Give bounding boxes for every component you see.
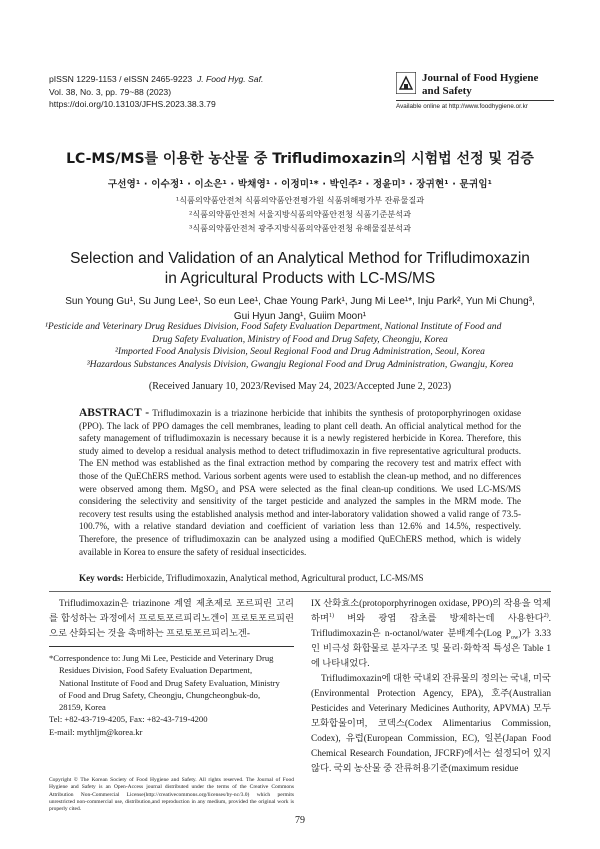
korean-affiliation-3: ³식품의약품안전처 광주지방식품의약품안전청 유해물질분석과 — [188, 223, 412, 233]
journal-name-line1: Journal of Food Hygiene — [422, 72, 539, 84]
p1-text-d: )가 3.33인 비극성 화합물로 분자구조 및 물리·화학적 특성은 Table 1에 나타내었다. — [311, 629, 552, 669]
abstract-label: ABSTRACT - — [79, 407, 150, 419]
english-affiliation-2: ²Imported Food Analysis Division, Seoul Regional Food and Drug Administration, Seoul, Korea — [115, 346, 485, 358]
journal-name — [422, 72, 556, 98]
p1-text-a: IX 산화효소(protoporphyrinogen oxidase, PPO)의 작용을 억제하며 — [311, 599, 551, 624]
doi-link[interactable]: https://doi.org/10.13103/JFHS.2023.38.3.79 — [49, 99, 216, 110]
issn-line — [49, 73, 263, 86]
journal-logo-rule — [396, 100, 554, 101]
keywords — [79, 573, 521, 583]
korean-title: LC-MS/MS를 이용한 농산물 중 Trifludimoxazin의 시험법 선정 및 검증 — [66, 151, 534, 167]
english-affiliations — [45, 321, 555, 371]
abstract-text: Trifludimoxazin is a triazinone herbicide that inhibits the synthesis of protoporphyrinogen oxidase (PPO). The lack of PPO damages the cell membranes, leading to plant cell death. An official analytical method for the safety management of trifludimoxazin is necessary because it is a newly registered herbicide in Korea. Therefore, this study aimed to develop a residual analysis method to detect trifludimoxazin in five representative agricultural products. The EN method was established as the final extraction method by comparing the recovery test and matrix effect with those of the QuEChERS method. Various sorbent agents were used to establish the clean-up method, and no differences were observed among them. MgSO₄ and PSA were selected as the final clean-up conditions. We used LC-MS/MS considering the selectivity and sensitivity of the target pesticide and analyzed the samples in the MRM mode. The recovery test results using the established analysis method and inter-laboratory validation showed a valid range of 73.5-100.7%, with a relative standard deviation and coefficient of variation less than 12.6% and 14.5%, respectively. Therefore, the presence of trifludimoxazin can be analyzed using a modified QuEChERS method, which is widely available in Korea to ensure the safety of residual insecticides. — [79, 408, 522, 557]
keywords-label: Key words: — [79, 573, 124, 583]
keywords-text: Herbicide, Trifludimoxazin, Analytical method, Agricultural product, LC-MS/MS — [126, 573, 424, 583]
p1-text-b: 벼와 광엽 잡초를 방제하는데 사용한다 — [334, 614, 544, 624]
correspondence-line: 28159, Korea — [59, 702, 106, 713]
journal-name-line2: and Safety — [422, 85, 472, 97]
body-left-paragraph: Trifludimoxazin은 triazinone 계열 제초제로 포르피린 고리를 합성하는 과정에서 프로토포르피리노겐이 프로토포르피린으로 산화되는 것을 촉매하는 프로토포르피리노겐- — [49, 599, 294, 639]
body-left-column — [49, 597, 294, 642]
korean-affiliation-1: ¹식품의약품안전처 식품의약품안전평가원 식품위해평가부 잔류물질과 — [175, 195, 425, 205]
english-authors-line1: Sun Young Gu¹, Su Jung Lee¹, So eun Lee¹, Chae Young Park¹, Jung Mi Lee¹*, Inju Park², Yun Mi Chung³, — [65, 296, 535, 307]
citation-ref: 1) — [328, 612, 334, 619]
available-online[interactable]: Available online at http://www.foodhygiene.or.kr — [396, 103, 528, 110]
citation-ref: 2) — [543, 612, 549, 619]
p1-text-c: . Trifludimoxazin은 n-octanol/water 분배계수(Log P — [311, 614, 551, 639]
english-title-line1: Selection and Validation of an Analytical Method for Trifludimoxazin — [70, 250, 530, 267]
correspondence-email[interactable]: E-mail: mythljm@korea.kr — [49, 726, 143, 737]
english-affiliation-1-cont: Drug Safety Evaluation, Ministry of Food and Drug Safety, Cheongju, Korea — [152, 333, 448, 345]
correspondence-line: of Food and Drug Safety, Cheongju, Chungcheongbuk-do, — [59, 689, 261, 700]
subscript-ow: ow — [510, 634, 519, 641]
section-divider — [49, 591, 551, 592]
footnote-rule — [49, 646, 294, 647]
journal-abbrev: J. Food Hyg. Saf. — [196, 74, 264, 84]
correspondence-line: National Institute of Food and Drug Safety Evaluation, Ministry — [59, 677, 280, 688]
abstract — [79, 407, 521, 558]
english-authors-line2: Gui Hyun Jang¹, Guiim Moon¹ — [233, 311, 367, 322]
journal-logo-icon — [396, 72, 416, 94]
body-right-column — [311, 597, 551, 777]
english-title — [40, 249, 560, 289]
english-title-line2: in Agricultural Products with LC-MS/MS — [164, 270, 436, 287]
english-affiliation-3: ³Hazardous Substances Analysis Division, Gwangju Regional Food and Drug Administration, Gwangju, Korea — [86, 358, 514, 370]
correspondence-phone-fax: Tel: +82-43-719-4205, Fax: +82-43-719-4200 — [49, 714, 208, 725]
body-right-paragraph-1 — [311, 597, 551, 672]
issn: pISSN 1229-1153 / eISSN 2465-9223 — [49, 74, 193, 84]
received-dates: (Received January 10, 2023/Revised May 24, 2023/Accepted June 2, 2023) — [148, 381, 452, 392]
english-authors — [40, 294, 560, 324]
copyright-notice: Copyright © The Korean Society of Food Hygiene and Safety. All rights reserved. The Journal of Food Hygiene and Safety is an Open-Access journal distributed under the terms of the Creative Commons Attribution Non-Commercial License(http://creativecommons.org/licenses/by-nc/3.0) which permits unrestricted non-commercial use, distribution,and reproduction in any medium, provided the original work is properly cited. — [49, 777, 294, 813]
correspondence — [49, 652, 294, 738]
article-meta — [49, 73, 263, 111]
korean-affiliation-2: ²식품의약품안전처 서울지방식품의약품안전청 식품기준분석과 — [188, 209, 412, 219]
english-affiliation-1: ¹Pesticide and Veterinary Drug Residues Division, Food Safety Evaluation Department, National Institute of Food and — [45, 321, 502, 332]
volume-info: Vol. 38, No. 3, pp. 79~88 (2023) — [49, 86, 172, 97]
page-number: 79 — [295, 815, 305, 826]
body-right-paragraph-2: Trifludimoxazin에 대한 국내외 잔류물의 정의는 국내, 미국(Environmental Protection Agency, EPA), 호주(Australian Pesticides and Veterinary Medicines Authority, APVMA) 모두 모화합물이며, 코덱스(Codex Alimentarius Commission, Codex), 유럽(European Commission, EC), 일본(Japan Food Chemical Research Foundation, JFCRF)에서는 설정되어 있지 않다. 국외 농산물 중 잔류허용기준(maximum residue — [311, 674, 551, 774]
correspondence-line: Residues Division, Food Safety Evaluation Department, — [59, 665, 253, 676]
correspondence-line: *Correspondence to: Jung Mi Lee, Pesticide and Veterinary Drug — [49, 653, 274, 663]
korean-authors: 구선영¹ · 이수정¹ · 이소은¹ · 박채영¹ · 이정미¹* · 박인주² · 정윤미³ · 장귀현¹ · 문귀임¹ — [107, 179, 493, 190]
